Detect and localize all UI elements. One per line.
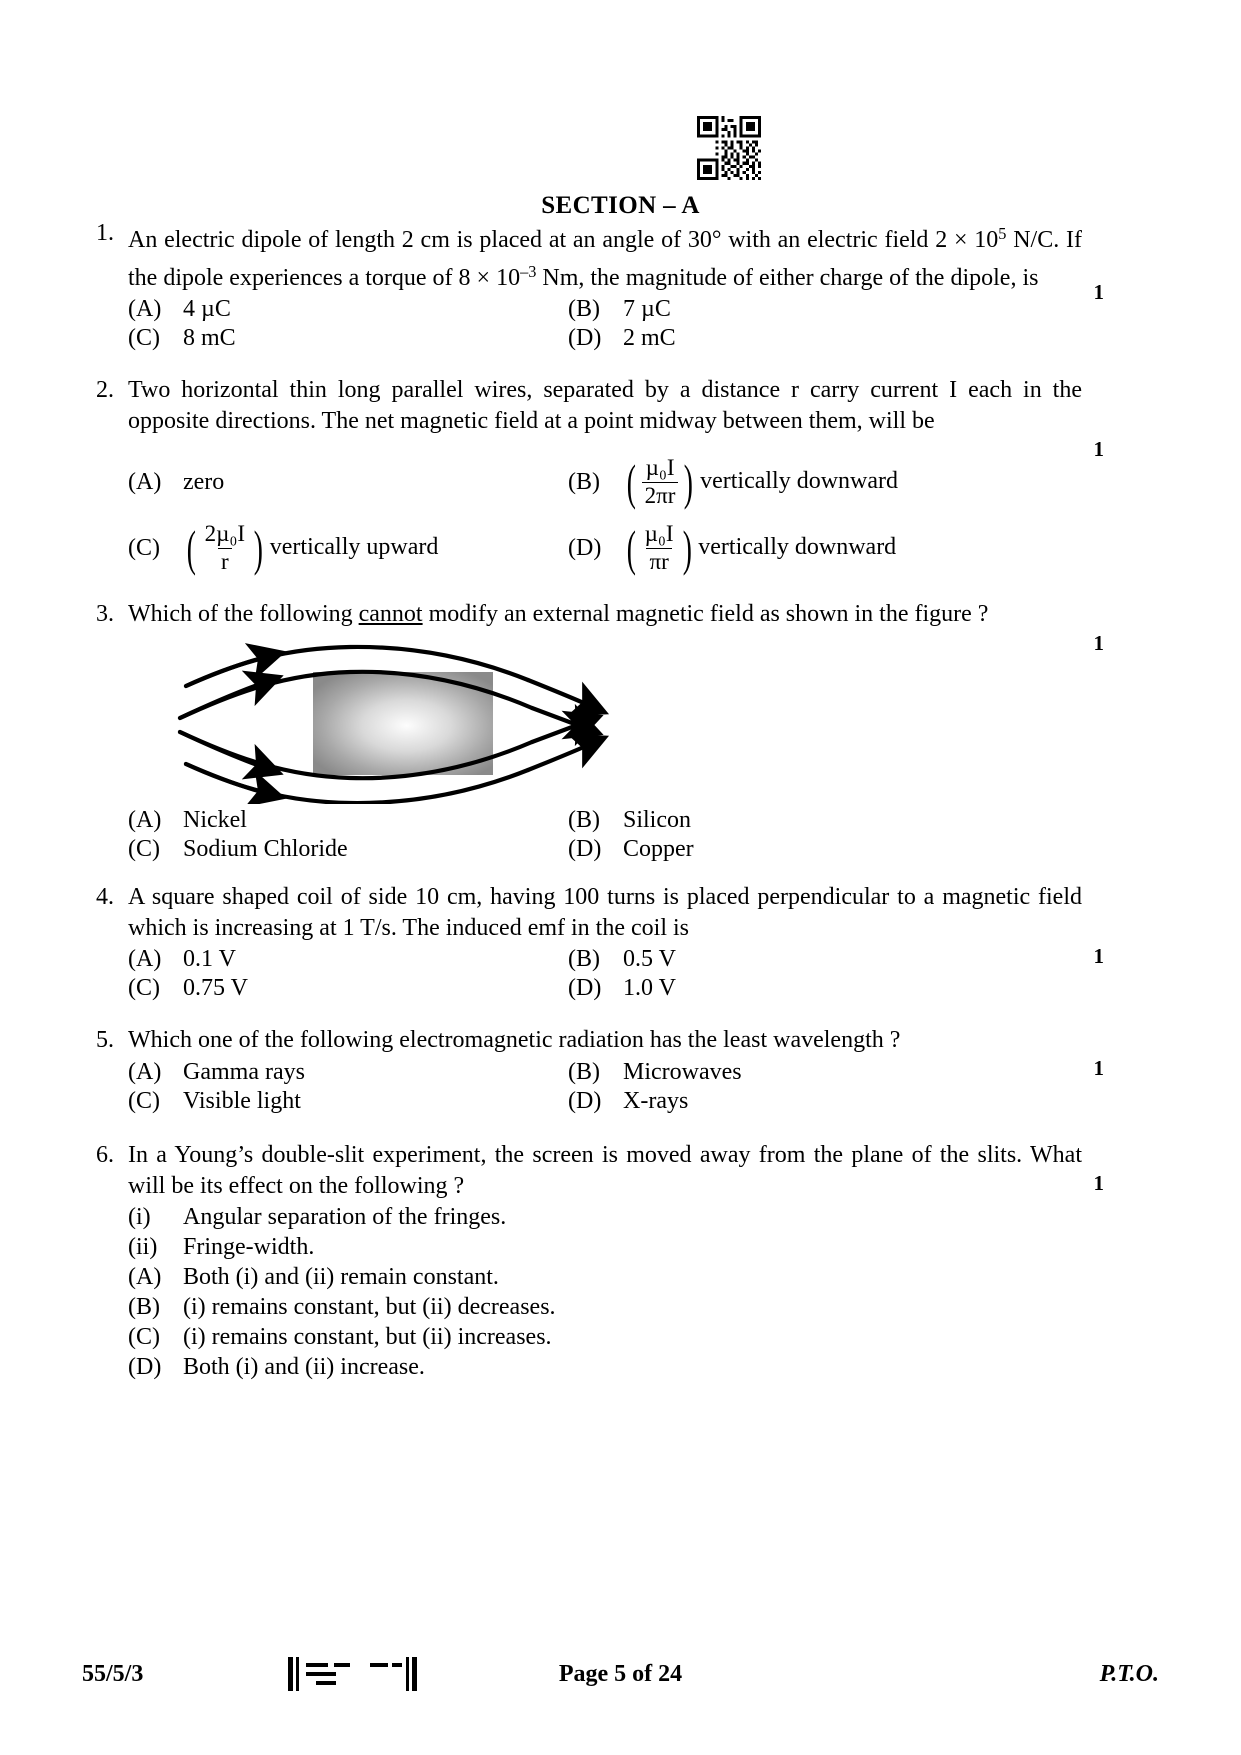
- option-label: Visible light: [183, 1088, 301, 1115]
- right-paren: ): [253, 520, 264, 577]
- option-label: Both (i) and (ii) remain constant.: [183, 1264, 499, 1291]
- option-c[interactable]: [128, 1087, 568, 1116]
- option-key: (A): [128, 1264, 162, 1291]
- option-b[interactable]: [568, 1058, 1082, 1087]
- numerator: 2µ₀I: [204, 520, 246, 546]
- field-line-top-inner-arrow: [180, 684, 260, 718]
- question-text-part-1: An electric dipole of length 2 cm is placed at an angle of 30° with an electric field 2 × 10: [128, 227, 999, 254]
- question-2: [82, 375, 1104, 581]
- option-key: (A): [128, 1059, 162, 1086]
- questions-container: [82, 218, 1104, 1384]
- question-text: [128, 218, 1082, 294]
- option-a[interactable]: [128, 1262, 1082, 1292]
- left-paren: (: [626, 520, 636, 577]
- option-c[interactable]: [128, 1322, 1082, 1352]
- option-c[interactable]: [128, 515, 568, 581]
- left-paren: (: [626, 454, 636, 511]
- sub-item-i: [128, 1202, 1082, 1232]
- option-label: 8 mC: [183, 325, 236, 352]
- option-a[interactable]: [128, 295, 568, 324]
- option-b[interactable]: [568, 449, 1082, 515]
- sub-items-list: [128, 1202, 1082, 1382]
- option-label: Microwaves: [623, 1059, 742, 1086]
- option-suffix: vertically upward: [269, 533, 439, 560]
- marks-value: 1: [1093, 1171, 1104, 1196]
- field-line-bottom-inner-arrow: [180, 732, 260, 766]
- option-key: (B): [128, 1294, 160, 1321]
- options-grid: [128, 945, 1082, 1003]
- question-text-part-2: modify an external magnetic field as shown in the figure ?: [422, 601, 989, 628]
- fraction: [200, 522, 250, 575]
- question-text: Which one of the following electromagnetic radiation has the least wavelength ?: [128, 1027, 901, 1054]
- exponent-1: 5: [998, 224, 1007, 243]
- option-key: (C): [128, 535, 160, 562]
- option-d[interactable]: [568, 515, 1082, 581]
- option-d[interactable]: [568, 974, 1082, 1003]
- numerator: µ₀I: [644, 520, 674, 546]
- right-paren: ): [684, 454, 694, 511]
- option-key: (A): [128, 296, 162, 323]
- option-a[interactable]: [128, 449, 568, 515]
- option-label: 0.1 V: [183, 946, 236, 973]
- material-block: [313, 672, 493, 775]
- option-key: (B): [568, 469, 600, 496]
- option-key: (A): [128, 946, 162, 973]
- option-key: (D): [568, 535, 602, 562]
- option-key: (B): [568, 807, 600, 834]
- qr-code: [697, 116, 761, 180]
- option-label: 4 µC: [183, 296, 231, 323]
- option-a[interactable]: [128, 1058, 568, 1087]
- question-number: 3.: [96, 601, 114, 628]
- field-line-right-bottom-inner: [532, 724, 580, 742]
- option-c[interactable]: [128, 974, 568, 1003]
- option-suffix: vertically downward: [700, 467, 899, 494]
- sub-item-label: Fringe-width.: [183, 1234, 315, 1261]
- field-line-right-bottom-outer: [528, 746, 586, 770]
- magnetic-field-lines-figure: [128, 636, 1082, 804]
- option-key: (B): [568, 1059, 600, 1086]
- fraction: [640, 456, 681, 509]
- question-4: [82, 882, 1104, 1003]
- option-a[interactable]: [128, 806, 568, 835]
- question-text-part-1: Which of the following: [128, 601, 359, 628]
- option-label: (i) remains constant, but (ii) increases.: [183, 1324, 552, 1351]
- question-text: A square shaped coil of side 10 cm, having 100 turns is placed perpendicular to a magnetic field which is increasing at 1 T/s. The induced emf in the coil is: [128, 884, 1082, 942]
- right-paren: ): [682, 520, 692, 577]
- question-3: [82, 599, 1104, 864]
- sub-item-key: (i): [128, 1204, 151, 1231]
- options-grid: [128, 1058, 1082, 1116]
- option-label: zero: [183, 469, 225, 496]
- marks-value: 1: [1093, 437, 1104, 462]
- option-b[interactable]: [568, 295, 1082, 324]
- option-label: Gamma rays: [183, 1059, 305, 1086]
- option-d[interactable]: [568, 324, 1082, 353]
- option-key: (B): [568, 296, 600, 323]
- option-key: (C): [128, 975, 160, 1002]
- option-d[interactable]: [568, 1087, 1082, 1116]
- option-key: (C): [128, 1088, 160, 1115]
- fraction: [640, 522, 679, 575]
- marks-value: 1: [1093, 631, 1104, 656]
- option-key: (D): [568, 1088, 602, 1115]
- question-number: 6.: [96, 1142, 114, 1169]
- option-a[interactable]: [128, 945, 568, 974]
- option-formula: [183, 522, 568, 575]
- options-grid: [128, 806, 1082, 864]
- option-key: (D): [568, 325, 602, 352]
- option-key: (D): [568, 975, 602, 1002]
- field-line-bottom-outer-arrow: [186, 764, 262, 792]
- option-label: Sodium Chloride: [183, 836, 348, 863]
- page-footer: [82, 1657, 1159, 1697]
- option-label: X-rays: [623, 1088, 689, 1115]
- figure-svg: [128, 636, 768, 804]
- section-heading: SECTION – A: [541, 192, 700, 219]
- option-label: 7 µC: [623, 296, 671, 323]
- fraction-expression: [623, 456, 697, 509]
- question-text: Two horizontal thin long parallel wires, separated by a distance r carry current I each in the opposite directions. The net magnetic field at a point midway between them, will be: [128, 377, 1082, 435]
- option-b[interactable]: [568, 945, 1082, 974]
- option-label: 1.0 V: [623, 975, 676, 1002]
- field-line-right-top-outer: [528, 680, 586, 704]
- option-c[interactable]: [128, 324, 568, 353]
- option-key: (A): [128, 469, 162, 496]
- question-number: 5.: [96, 1027, 114, 1054]
- pto-label: P.T.O.: [1099, 1661, 1159, 1687]
- option-key: (D): [128, 1354, 162, 1381]
- option-label: (i) remains constant, but (ii) decreases.: [183, 1294, 556, 1321]
- field-line-top-outer-arrow: [186, 658, 262, 686]
- option-label: 0.5 V: [623, 946, 676, 973]
- option-b[interactable]: [568, 806, 1082, 835]
- denominator: 2πr: [642, 482, 679, 509]
- sub-item-ii: [128, 1232, 1082, 1262]
- option-key: (A): [128, 807, 162, 834]
- exponent-2: –3: [520, 262, 537, 282]
- field-line-right-top-inner: [532, 708, 580, 726]
- option-key: (C): [128, 836, 160, 863]
- option-label: Both (i) and (ii) increase.: [183, 1354, 425, 1381]
- question-text: [128, 599, 1082, 630]
- sub-item-key: (ii): [128, 1234, 158, 1261]
- page-number-label: Page 5 of 24: [558, 1661, 683, 1687]
- option-label: Silicon: [623, 807, 692, 834]
- option-key: (B): [568, 946, 600, 973]
- option-formula: [623, 456, 1082, 509]
- option-label: Nickel: [183, 807, 247, 834]
- question-text-part-2: N/C. If the dipole experiences a torque of 8 × 10: [128, 227, 1082, 292]
- question-text-part-3: Nm, the magnitude of either charge of the dipole, is: [536, 265, 1039, 292]
- option-key: (D): [568, 836, 602, 863]
- option-formula: [623, 522, 1082, 575]
- question-text: In a Young’s double-slit experiment, the screen is moved away from the plane of the slits. What will be its effect on the following ?: [128, 1142, 1082, 1200]
- denominator: r: [218, 548, 232, 575]
- question-number: 1.: [96, 220, 114, 246]
- option-label: 2 mC: [623, 325, 676, 352]
- option-b[interactable]: [128, 1292, 1082, 1322]
- denominator: πr: [646, 548, 671, 575]
- option-d[interactable]: [568, 835, 1082, 864]
- fraction-expression: [623, 522, 695, 575]
- marks-value: 1: [1093, 944, 1104, 969]
- marks-value: 1: [1093, 280, 1104, 304]
- option-label: 0.75 V: [183, 975, 248, 1002]
- option-d[interactable]: [128, 1352, 1082, 1382]
- option-key: (C): [128, 1324, 160, 1351]
- question-number: 2.: [96, 377, 114, 404]
- option-c[interactable]: [128, 835, 568, 864]
- option-suffix: vertically downward: [698, 533, 897, 560]
- option-label: Copper: [623, 836, 694, 863]
- question-1: [82, 218, 1104, 353]
- left-paren: (: [186, 520, 196, 577]
- paper-code: 55/5/3: [82, 1661, 144, 1687]
- question-number: 4.: [96, 884, 114, 911]
- numerator: µ₀I: [645, 454, 675, 480]
- options-grid: [128, 295, 1082, 353]
- sub-item-label: Angular separation of the fringes.: [183, 1204, 507, 1231]
- question-6: [82, 1140, 1104, 1382]
- options-grid: [128, 449, 1082, 581]
- fraction-expression: [183, 522, 267, 575]
- emphasis-cannot: cannot: [358, 601, 423, 628]
- marks-value: 1: [1093, 1056, 1104, 1081]
- question-5: [82, 1025, 1104, 1116]
- option-key: (C): [128, 325, 160, 352]
